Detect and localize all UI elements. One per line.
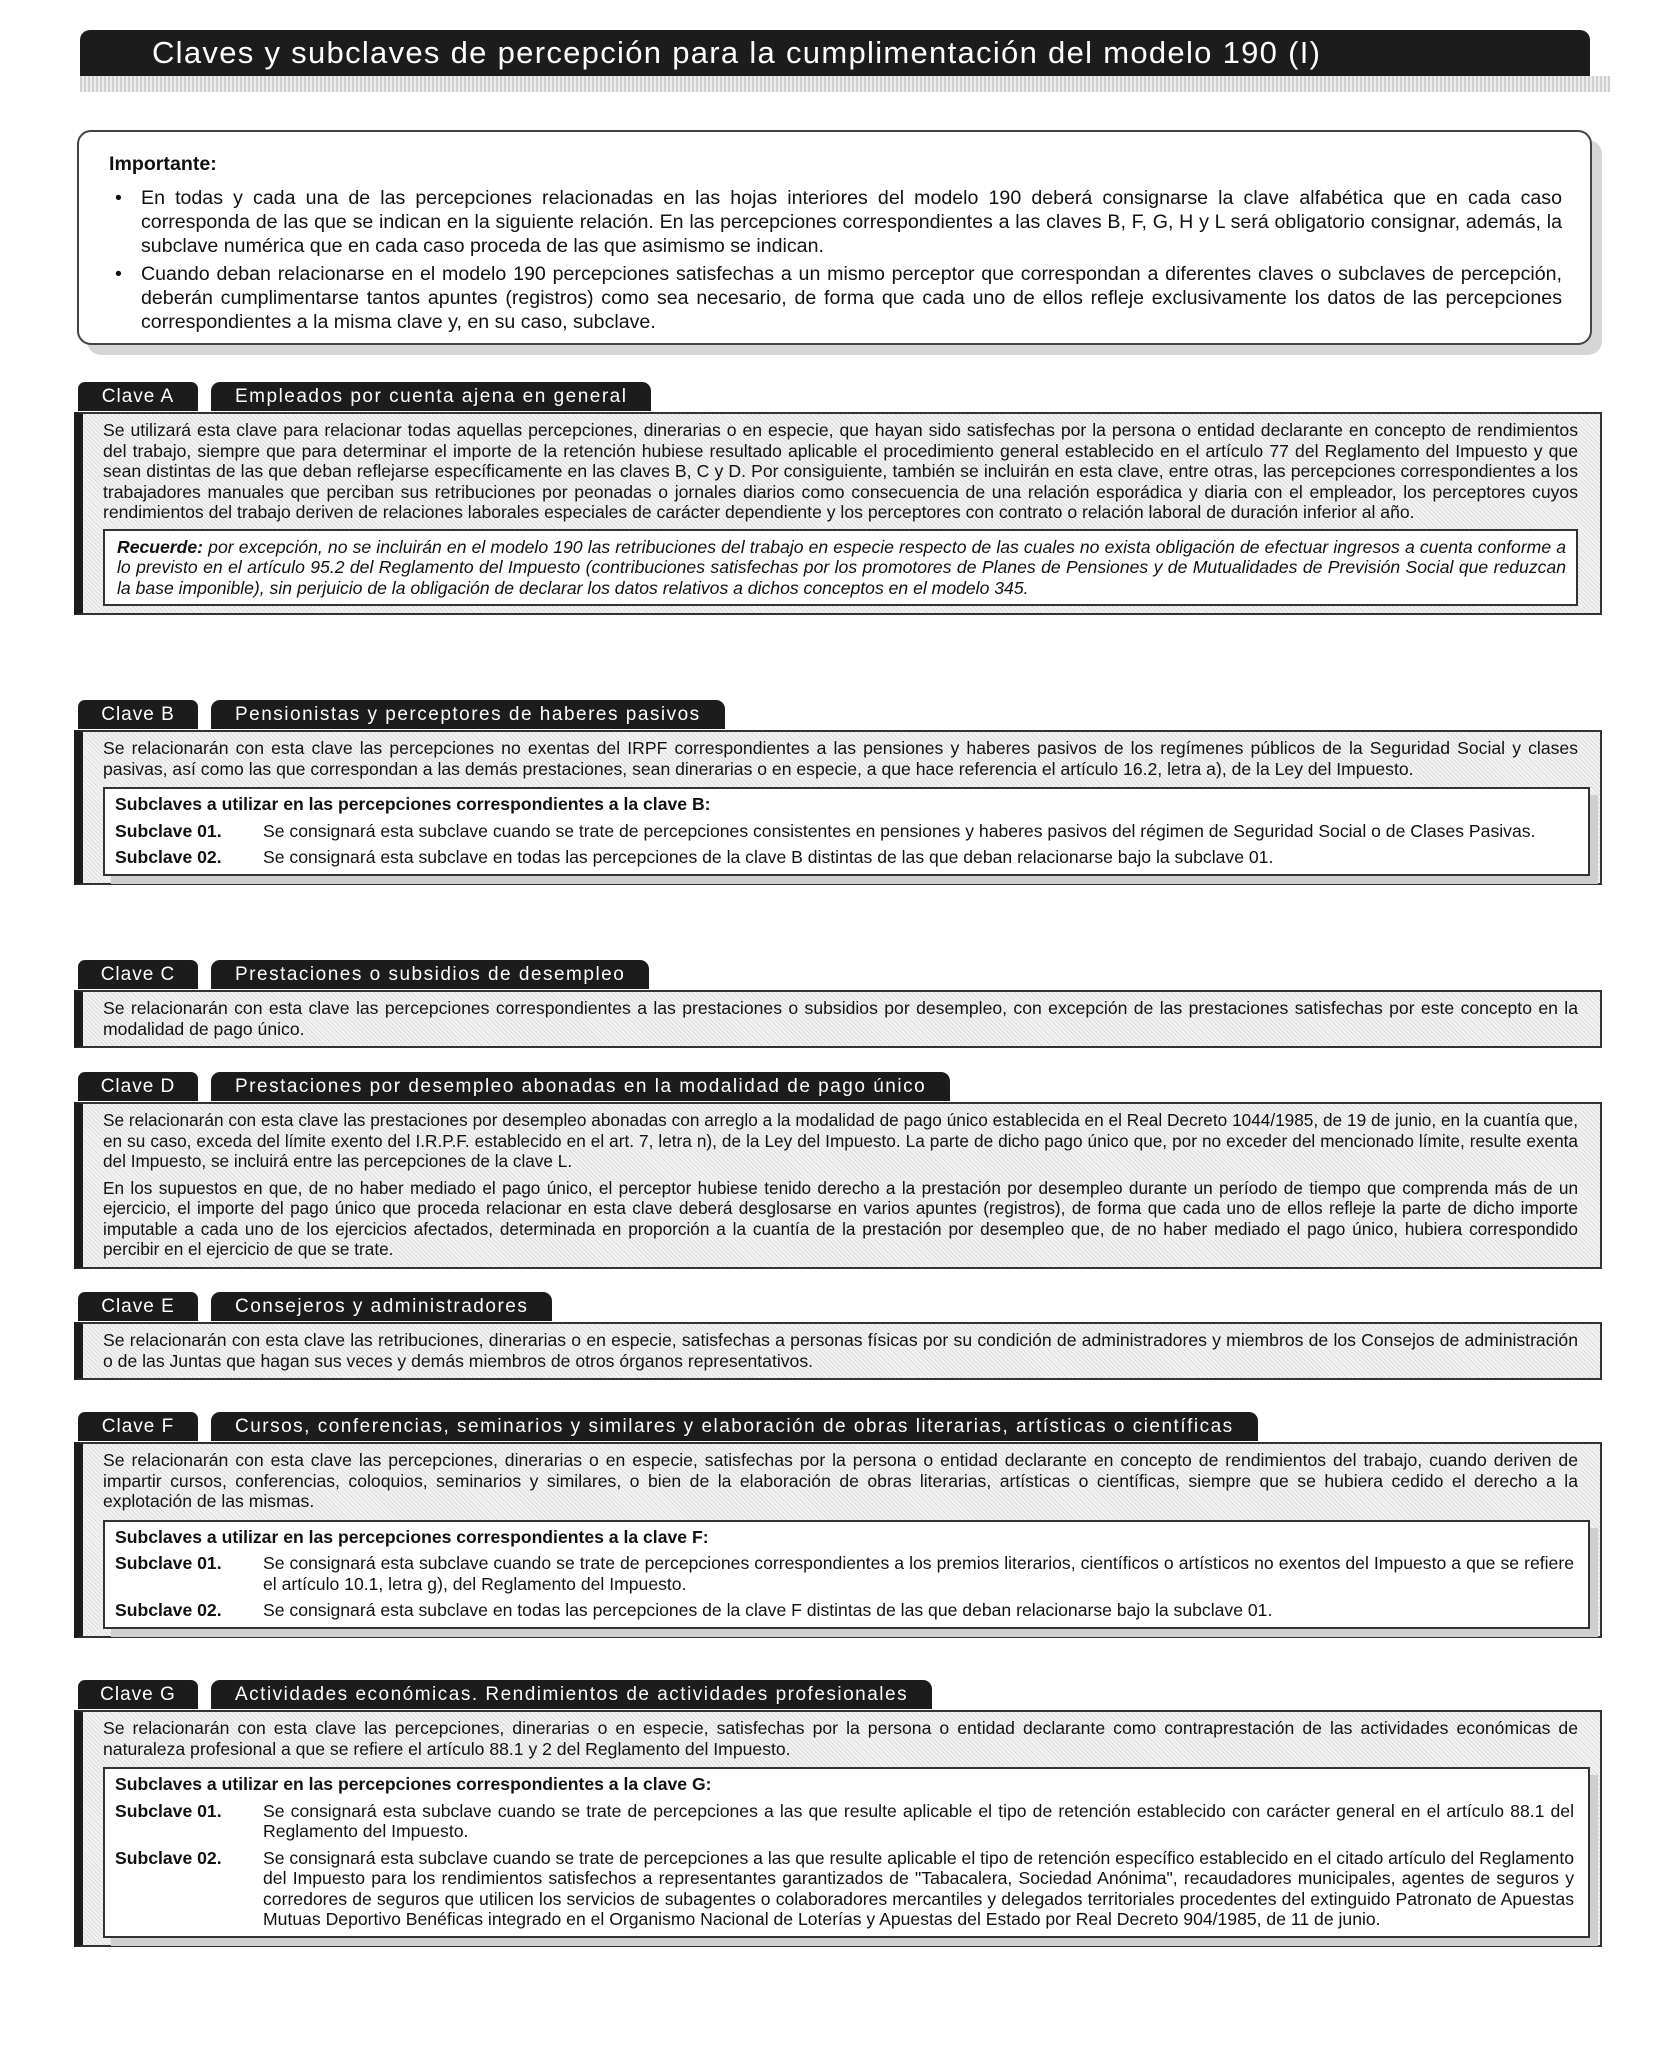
section-clave-b	[74, 700, 1602, 885]
subclave-text: Se consignará esta subclave en todas las percepciones de la clave B distintas de las que deban relacionarse bajo la subclave 01.	[263, 847, 1274, 867]
clave-label: Clave F	[78, 1412, 198, 1441]
subclave-text: Se consignará esta subclave cuando se trate de percepciones consistentes en pensiones y haberes pasivos del régimen de Seguridad Social o de Clases Pasivas.	[263, 820, 1536, 841]
clave-title: Actividades económicas. Rendimientos de actividades profesionales	[211, 1680, 932, 1709]
clave-title: Pensionistas y perceptores de haberes pasivos	[211, 700, 725, 729]
subclave-row	[115, 1848, 1574, 1930]
clave-label: Clave G	[78, 1680, 198, 1709]
reminder-label: Recuerde:	[117, 536, 204, 557]
clave-title: Empleados por cuenta ajena en general	[211, 382, 651, 411]
important-bullet: • Cuando deban relacionarse en el modelo 190 percepciones satisfechas a un mismo perceptor que correspondan a diferentes claves o subclaves de percepción, deberán cumplimentarse tantos apuntes (registros) como sea necesario, de forma que cada uno de ellos refleje exclusivamente los datos de las percepciones correspondientes a la misma clave y, en su caso, subclave.	[109, 262, 1562, 334]
reminder-note	[103, 529, 1578, 607]
subclaves-heading: Subclaves a utilizar en las percepciones correspondientes a la clave F:	[115, 1526, 709, 1547]
clave-description: En los supuestos en que, de no haber mediado el pago único, el perceptor hubiese tenido derecho a la prestación por desempleo durante un período de tiempo que comprenda más de un ejercicio, el importe del pago único que proceda relacionar en esta clave deberá desglosarse en varios apuntes (registros), de forma que cada uno de ellos refleje la parte de dicho importe imputable a cada uno de los ejercicios afectados, determinada en proporción a la cuantía de la prestación por desempleo que, de no haber mediado el pago único, hubiera correspondido percibir en el ejercicio de que se trate.	[103, 1177, 1578, 1259]
subclave-label: Subclave 01.	[115, 1553, 222, 1573]
clave-body	[74, 1322, 1602, 1380]
reminder-text: por excepción, no se incluirán en el modelo 190 las retribuciones del trabajo en especie respecto de las cuales no exista obligación de efectuar ingresos a cuenta conforme a lo previsto en el artículo 95.2 del Reglamento del Impuesto (contribuciones satisfechas por los promotores de Planes de Pensiones y de Mutualidades de Previsión Social que reduzcan la base imponible), sin perjuicio de la obligación de declarar los datos relativos a dichos conceptos en el modelo 345.	[117, 536, 1567, 598]
clave-title: Prestaciones por desempleo abonadas en la modalidad de pago único	[211, 1072, 950, 1101]
important-list	[109, 186, 1562, 334]
clave-title: Prestaciones o subsidios de desempleo	[211, 960, 649, 989]
subclave-label: Subclave 01.	[115, 1800, 222, 1821]
title-shadow	[80, 76, 1610, 92]
subclave-label: Subclave 02.	[115, 1847, 222, 1868]
clave-description: Se relacionarán con esta clave las retribuciones, dinerarias o en especie, satisfechas a personas físicas por su condición de administradores y miembros de los Consejos de administración o de las Juntas que hagan sus veces y demás miembros de otros órganos representativos.	[103, 1330, 1578, 1371]
section-clave-d	[74, 1072, 1602, 1269]
clave-title: Cursos, conferencias, seminarios y similares y elaboración de obras literarias, artísticas o científicas	[211, 1412, 1258, 1441]
section-clave-f	[74, 1412, 1602, 1638]
section-clave-e	[74, 1292, 1602, 1380]
subclave-text: Se consignará esta subclave cuando se trate de percepciones correspondientes a los premios literarios, científicos o artísticos no exentos del Impuesto a que se refiere el artículo 10.1, letra g), del Reglamento del Impuesto.	[263, 1553, 1574, 1594]
section-clave-a	[74, 382, 1602, 615]
subclaves-box	[103, 787, 1590, 876]
subclave-row	[115, 821, 1574, 842]
clave-description: Se relacionarán con esta clave las prestaciones por desempleo abonadas con arreglo a la modalidad de pago único establecida en el Real Decreto 1044/1985, de 19 de junio, en la cuantía que, en su caso, exceda del límite exento del I.R.P.F. establecido en el art. 7, letra n), de la Ley del Impuesto. La parte de dicho pago único que, por no exceder del mencionado límite, resulte exenta del Impuesto, se incluirá entre las percepciones de la clave L.	[103, 1110, 1578, 1171]
clave-label: Clave E	[78, 1292, 198, 1321]
subclave-label: Subclave 02.	[115, 847, 222, 867]
clave-body	[74, 990, 1602, 1048]
clave-label: Clave D	[78, 1072, 198, 1101]
subclave-label: Subclave 02.	[115, 1600, 222, 1620]
subclaves-heading: Subclaves a utilizar en las percepciones correspondientes a la clave B:	[115, 794, 711, 814]
clave-body	[74, 1102, 1602, 1269]
clave-description: Se relacionarán con esta clave las percepciones, dinerarias o en especie, satisfechas por la persona o entidad declarante como contraprestación de las actividades económicas de naturaleza profesional a que se refiere el artículo 88.1 y 2 del Reglamento del Impuesto.	[103, 1718, 1578, 1759]
important-notice	[77, 130, 1592, 345]
clave-label: Clave B	[78, 700, 198, 729]
subclave-label: Subclave 01.	[115, 820, 222, 841]
clave-label: Clave A	[78, 382, 198, 411]
section-clave-c	[74, 960, 1602, 1048]
clave-description: Se utilizará esta clave para relacionar todas aquellas percepciones, dinerarias o en especie, que hayan sido satisfechas por la persona o entidad declarante en concepto de rendimientos del trabajo, siempre que para determinar el importe de la retención hubiese resultado aplicable el procedimiento general establecido en el artículo 77 del Reglamento del Impuesto y que sean distintas de las que deban reflejarse específicamente en las claves B, C y D. Por consiguiente, también se incluirán en esta clave, entre otras, las percepciones correspondientes a los trabajadores manuales que perciban sus retribuciones por peonadas o jornales diarios como consecuencia de una relación esporádica y diaria con el empleador, los perceptores cuyos rendimientos del trabajo deriven de relaciones laborales especiales de carácter dependiente y los perceptores con contrato o relación laboral de duración inferior al año.	[103, 420, 1578, 522]
clave-label: Clave C	[78, 960, 198, 989]
subclave-text: Se consignará esta subclave cuando se trate de percepciones a las que resulte aplicable el tipo de retención establecido con carácter general en el artículo 88.1 del Reglamento del Impuesto.	[263, 1800, 1574, 1841]
subclave-text: Se consignará esta subclave en todas las percepciones de la clave F distintas de las que deban relacionarse bajo la subclave 01.	[263, 1600, 1273, 1620]
clave-description: Se relacionarán con esta clave las percepciones, dinerarias o en especie, satisfechas por la persona o entidad declarante en concepto de rendimientos del trabajo, cuando deriven de impartir cursos, conferencias, coloquios, seminarios y similares, o bien de la elaboración de obras literarias, artísticas o científicas, siempre que se hubiera cedido el derecho a la explotación de las mismas.	[103, 1450, 1578, 1511]
clave-body	[74, 1442, 1602, 1638]
clave-title: Consejeros y administradores	[211, 1292, 552, 1321]
clave-body	[74, 730, 1602, 885]
section-clave-g	[74, 1680, 1602, 1947]
clave-body	[74, 412, 1602, 615]
important-heading: Importante:	[109, 153, 217, 175]
subclave-row	[115, 847, 1574, 868]
subclave-row	[115, 1600, 1574, 1621]
clave-body	[74, 1710, 1602, 1947]
clave-description: Se relacionarán con esta clave las percepciones no exentas del IRPF correspondientes a las pensiones y haberes pasivos de los regímenes públicos de la Seguridad Social y clases pasivas, así como las que correspondan a las demás prestaciones, sean dinerarias o en especie, a que hace referencia el artículo 16.2, letra a), de la Ley del Impuesto.	[103, 738, 1578, 779]
page-title: Claves y subclaves de percepción para la cumplimentación del modelo 190 (I)	[80, 30, 1590, 76]
subclave-text: Se consignará esta subclave cuando se trate de percepciones a las que resulte aplicable el tipo de retención específico establecido en el citado artículo del Reglamento del Impuesto para los rendimientos satisfechos a representantes garantizados de "Tabacalera, Sociedad Anónima", recaudadores municipales, agentes de seguros y corredores de seguros que utilicen los servicios de subagentes o colaboradores mercantiles y delegados territoriales procedentes del extinguido Patronato de Apuestas Mutuas Deportivo Benéficas integrado en el Organismo Nacional de Loterías y Apuestas del Estado por Real Decreto 904/1985, de 11 de junio.	[263, 1847, 1574, 1929]
subclave-row	[115, 1553, 1574, 1594]
subclaves-box	[103, 1767, 1590, 1938]
important-bullet: • En todas y cada una de las percepciones relacionadas en las hojas interiores del modelo 190 deberá consignarse la clave alfabética que en cada caso corresponda de las que se indican en la siguiente relación. En las percepciones correspondientes a las claves B, F, G, H y L será obligatorio consignar, además, la subclave numérica que en cada caso proceda de las que asimismo se indican.	[109, 186, 1562, 258]
subclaves-box	[103, 1520, 1590, 1629]
subclaves-heading: Subclaves a utilizar en las percepciones correspondientes a la clave G:	[115, 1774, 712, 1794]
subclave-row	[115, 1801, 1574, 1842]
clave-description: Se relacionarán con esta clave las percepciones correspondientes a las prestaciones o subsidios por desempleo, con excepción de las prestaciones satisfechas por este concepto en la modalidad de pago único.	[103, 998, 1578, 1039]
